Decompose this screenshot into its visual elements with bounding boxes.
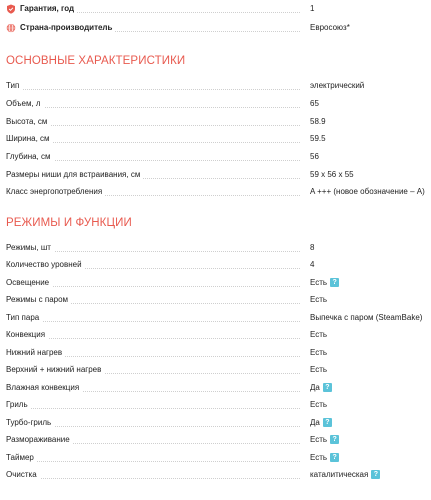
spec-value: Есть (310, 277, 328, 287)
spec-value: Есть (310, 399, 328, 409)
spec-label: Тип (6, 81, 22, 91)
spec-label: Объем, л (6, 99, 44, 109)
spec-row (0, 77, 431, 95)
spec-label: Глубина, см (6, 152, 54, 162)
spec-row-warranty (0, 0, 431, 18)
spec-row (0, 148, 431, 166)
spec-value: Да (310, 382, 320, 392)
spec-label: Высота, см (6, 117, 50, 127)
spec-label: Таймер (6, 453, 37, 463)
spec-row (0, 183, 431, 201)
spec-value: Есть (310, 452, 328, 462)
spec-value: 56 (310, 151, 319, 161)
spec-label: Класс энергопотребления (6, 187, 105, 197)
help-icon[interactable]: ? (330, 278, 339, 287)
spec-label: Размеры ниши для встраивания, см (6, 170, 143, 180)
spec-row (0, 414, 431, 432)
help-icon[interactable]: ? (371, 470, 380, 479)
globe-icon (6, 23, 16, 33)
spec-value: 65 (310, 98, 319, 108)
spec-row (0, 291, 431, 309)
help-icon[interactable]: ? (323, 383, 332, 392)
spec-row (0, 166, 431, 184)
spec-value: Да (310, 417, 320, 427)
spec-row (0, 309, 431, 327)
spec-label: Нижний нагрев (6, 348, 65, 358)
spec-label: Гриль (6, 400, 31, 410)
spec-label: Турбо-гриль (6, 418, 54, 428)
spec-value: Есть (310, 364, 328, 374)
spec-value: 59 x 56 x 55 (310, 169, 354, 179)
shield-icon (6, 4, 16, 14)
spec-row (0, 274, 431, 292)
spec-value: Выпечка с паром (SteamBake) (310, 312, 423, 322)
spec-row (0, 239, 431, 257)
spec-label: Верхний + нижний нагрев (6, 365, 104, 375)
spec-value: 1 (310, 3, 315, 13)
spec-value: 59.5 (310, 133, 326, 143)
spec-label: Освещение (6, 278, 52, 288)
spec-label: Гарантия, год (20, 4, 77, 14)
spec-label: Влажная конвекция (6, 383, 82, 393)
spec-label: Размораживание (6, 435, 73, 445)
spec-row (0, 130, 431, 148)
spec-row-country (0, 19, 431, 37)
spec-value: Евросоюз* (310, 22, 350, 32)
help-icon[interactable]: ? (330, 453, 339, 462)
spec-row (0, 95, 431, 113)
spec-label: Ширина, см (6, 134, 53, 144)
spec-value: Есть (310, 434, 328, 444)
spec-value: электрический (310, 80, 365, 90)
spec-row (0, 396, 431, 414)
spec-value: Есть (310, 294, 328, 304)
spec-value: каталитическая (310, 469, 369, 479)
spec-row (0, 344, 431, 362)
help-icon[interactable]: ? (330, 435, 339, 444)
help-icon[interactable]: ? (323, 418, 332, 427)
section-title-main-specs: ОСНОВНЫЕ ХАРАКТЕРИСТИКИ (6, 55, 186, 67)
spec-row (0, 326, 431, 344)
spec-row (0, 113, 431, 131)
spec-label: Страна-производитель (20, 23, 115, 33)
spec-value: A +++ (новое обозначение – A) (310, 186, 425, 196)
spec-row (0, 361, 431, 379)
spec-label: Очистка (6, 470, 40, 480)
spec-row (0, 379, 431, 397)
spec-value: Есть (310, 329, 328, 339)
spec-row (0, 431, 431, 449)
spec-label: Режимы с паром (6, 295, 71, 305)
spec-row (0, 256, 431, 274)
spec-label: Количество уровней (6, 260, 85, 270)
spec-value: 8 (310, 242, 315, 252)
spec-label: Конвекция (6, 330, 48, 340)
spec-row (0, 466, 431, 484)
spec-label: Тип пара (6, 313, 42, 323)
section-title-modes: РЕЖИМЫ И ФУНКЦИИ (6, 217, 132, 229)
spec-row (0, 449, 431, 467)
spec-label: Режимы, шт (6, 243, 54, 253)
spec-value: 4 (310, 259, 315, 269)
spec-value: Есть (310, 347, 328, 357)
spec-value: 58.9 (310, 116, 326, 126)
